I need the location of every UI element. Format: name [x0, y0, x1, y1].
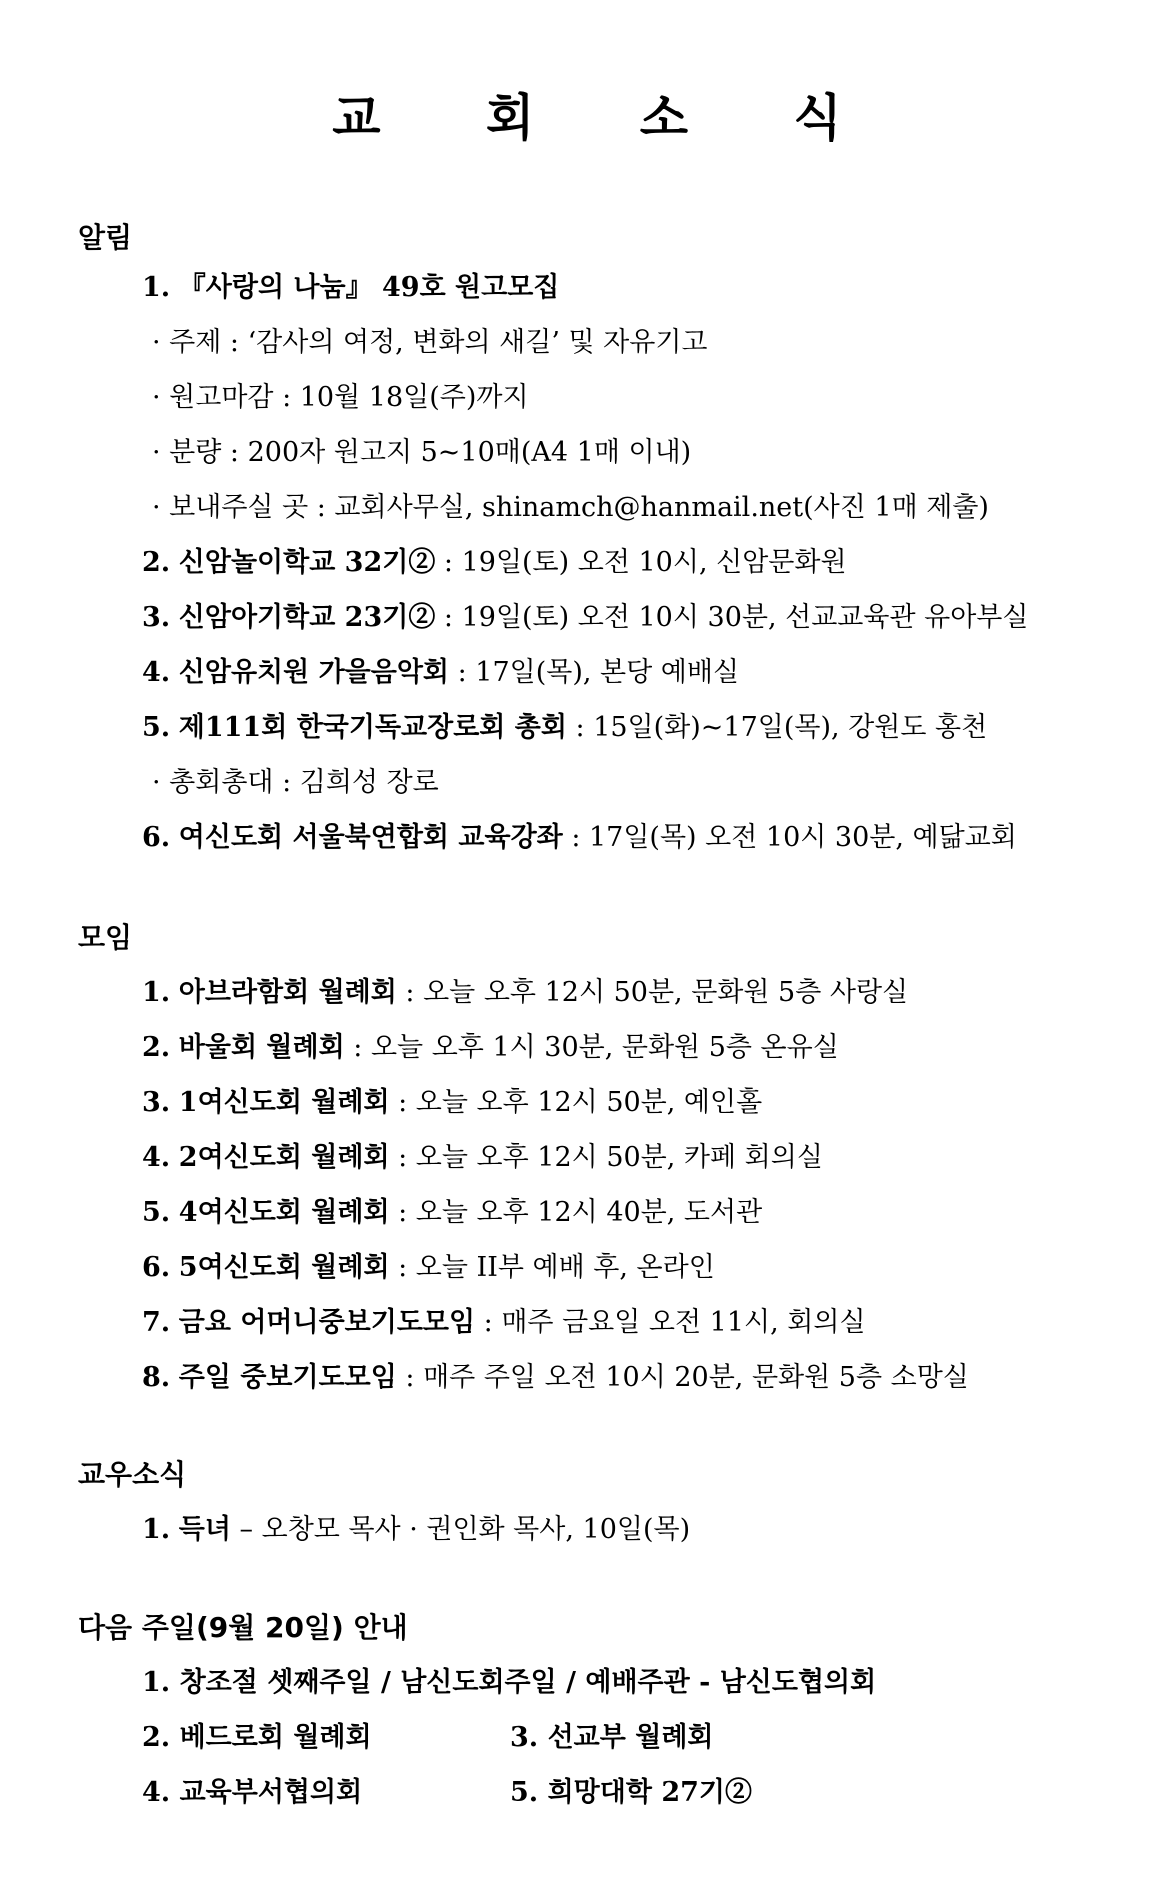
notice-item-4 — [142, 655, 739, 691]
meeting-num: 8. — [142, 1362, 171, 1393]
meeting-detail: : 매주 주일 오전 10시 20분, 문화원 5층 소망실 — [396, 1362, 969, 1393]
notice-num: 6. — [142, 822, 171, 853]
meeting-detail: : 오늘 오후 12시 50분, 카페 회의실 — [389, 1142, 823, 1173]
meeting-num: 6. — [142, 1252, 171, 1283]
meeting-title: 4여신도회 월례회 — [178, 1197, 390, 1228]
notice-num: 1. — [142, 272, 171, 303]
next-sunday-line-1 — [142, 1665, 876, 1701]
notice-item-3 — [142, 600, 1028, 636]
notice-title: 제111회 한국기독교장로회 총회 — [178, 712, 567, 743]
meeting-item-7 — [142, 1305, 866, 1341]
notice-detail: : 17일(목), 본당 예배실 — [449, 657, 740, 688]
meeting-item-6 — [142, 1250, 715, 1286]
notice-sub-length: · 분량 : 200자 원고지 5~10매(A4 1매 이내) — [152, 437, 692, 468]
notice-detail: : 19일(토) 오전 10시, 신암문화원 — [435, 547, 847, 578]
next-sunday-text: 2. 베드로회 월례회 — [142, 1722, 372, 1753]
meeting-num: 2. — [142, 1032, 171, 1063]
meeting-num: 7. — [142, 1307, 171, 1338]
notice-item-6 — [142, 820, 1017, 856]
meeting-title: 금요 어머니중보기도모임 — [178, 1307, 476, 1338]
notice-sub-send-to: · 보내주실 곳 : 교회사무실, shinamch@hanmail.net(사진 1매 제출) — [152, 492, 989, 523]
meeting-num: 3. — [142, 1087, 171, 1118]
notice-sub-delegate: · 총회총대 : 김희성 장로 — [152, 767, 439, 798]
next-sunday-item-5: 5. 희망대학 27기② — [510, 1777, 752, 1808]
notice-num: 4. — [142, 657, 171, 688]
notice-title: 신암아기학교 23기② — [178, 602, 436, 633]
meeting-detail: : 오늘 II부 예배 후, 온라인 — [389, 1252, 715, 1283]
member-news-item-1 — [142, 1512, 690, 1548]
member-news-title: 득녀 — [178, 1514, 231, 1545]
notice-item-5 — [142, 710, 987, 746]
meeting-detail: : 오늘 오후 12시 40분, 도서관 — [389, 1197, 763, 1228]
notice-title: 『사랑의 나눔』 49호 원고모집 — [178, 272, 560, 303]
meeting-detail: : 오늘 오후 12시 50분, 예인홀 — [389, 1087, 763, 1118]
notice-num: 2. — [142, 547, 171, 578]
meeting-item-1 — [142, 975, 908, 1011]
meeting-title: 바울회 월례회 — [178, 1032, 345, 1063]
meeting-num: 1. — [142, 977, 171, 1008]
notice-item-2 — [142, 545, 847, 581]
meeting-title: 5여신도회 월례회 — [178, 1252, 390, 1283]
next-sunday-text: 4. 교육부서협의회 — [142, 1777, 363, 1808]
next-sunday-text: 1. 창조절 셋째주일 / 남신도회주일 / 예배주관 - 남신도협의회 — [142, 1667, 877, 1698]
members-heading: 교우소식 — [78, 1458, 187, 1491]
meeting-item-3 — [142, 1085, 762, 1121]
meeting-num: 5. — [142, 1197, 171, 1228]
meeting-item-2 — [142, 1030, 839, 1066]
notice-title: 신암놀이학교 32기② — [178, 547, 436, 578]
notice-detail: : 17일(목) 오전 10시 30분, 예닮교회 — [562, 822, 1017, 853]
meeting-item-8 — [142, 1360, 969, 1396]
next-sunday-heading: 다음 주일(9월 20일) 안내 — [78, 1611, 408, 1644]
next-sunday-item-2 — [142, 1720, 372, 1756]
next-sunday-item-4 — [142, 1775, 362, 1811]
notice-title: 신암유치원 가을음악회 — [178, 657, 450, 688]
notice-num: 5. — [142, 712, 171, 743]
meeting-detail: : 오늘 오후 12시 50분, 문화원 5층 사랑실 — [396, 977, 909, 1008]
meeting-detail: : 오늘 오후 1시 30분, 문화원 5층 온유실 — [344, 1032, 839, 1063]
meeting-title: 주일 중보기도모임 — [178, 1362, 397, 1393]
member-news-detail: – 오창모 목사 · 권인화 목사, 10일(목) — [230, 1514, 691, 1545]
meeting-title: 1여신도회 월례회 — [178, 1087, 390, 1118]
meeting-item-4 — [142, 1140, 823, 1176]
meeting-num: 4. — [142, 1142, 171, 1173]
next-sunday-item-3: 3. 선교부 월례회 — [510, 1722, 714, 1753]
notices-heading: 알림 — [78, 221, 133, 254]
meeting-title: 2여신도회 월례회 — [178, 1142, 390, 1173]
notice-num: 3. — [142, 602, 171, 633]
meeting-item-5 — [142, 1195, 762, 1231]
page-title: 교 회 소 식 — [332, 89, 886, 147]
meeting-detail: : 매주 금요일 오전 11시, 회의실 — [475, 1307, 866, 1338]
meeting-title: 아브라함회 월례회 — [178, 977, 397, 1008]
member-news-num: 1. — [142, 1514, 171, 1545]
notice-sub-deadline: · 원고마감 : 10월 18일(주)까지 — [152, 382, 529, 413]
notice-sub-topic: · 주제 : ‘감사의 여정, 변화의 새길’ 및 자유기고 — [152, 327, 708, 358]
notice-detail: : 15일(화)~17일(목), 강원도 홍천 — [566, 712, 988, 743]
meetings-heading: 모임 — [78, 921, 133, 954]
notice-detail: : 19일(토) 오전 10시 30분, 선교교육관 유아부실 — [435, 602, 1029, 633]
notice-item-1 — [142, 270, 559, 306]
notice-title: 여신도회 서울북연합회 교육강좌 — [178, 822, 563, 853]
